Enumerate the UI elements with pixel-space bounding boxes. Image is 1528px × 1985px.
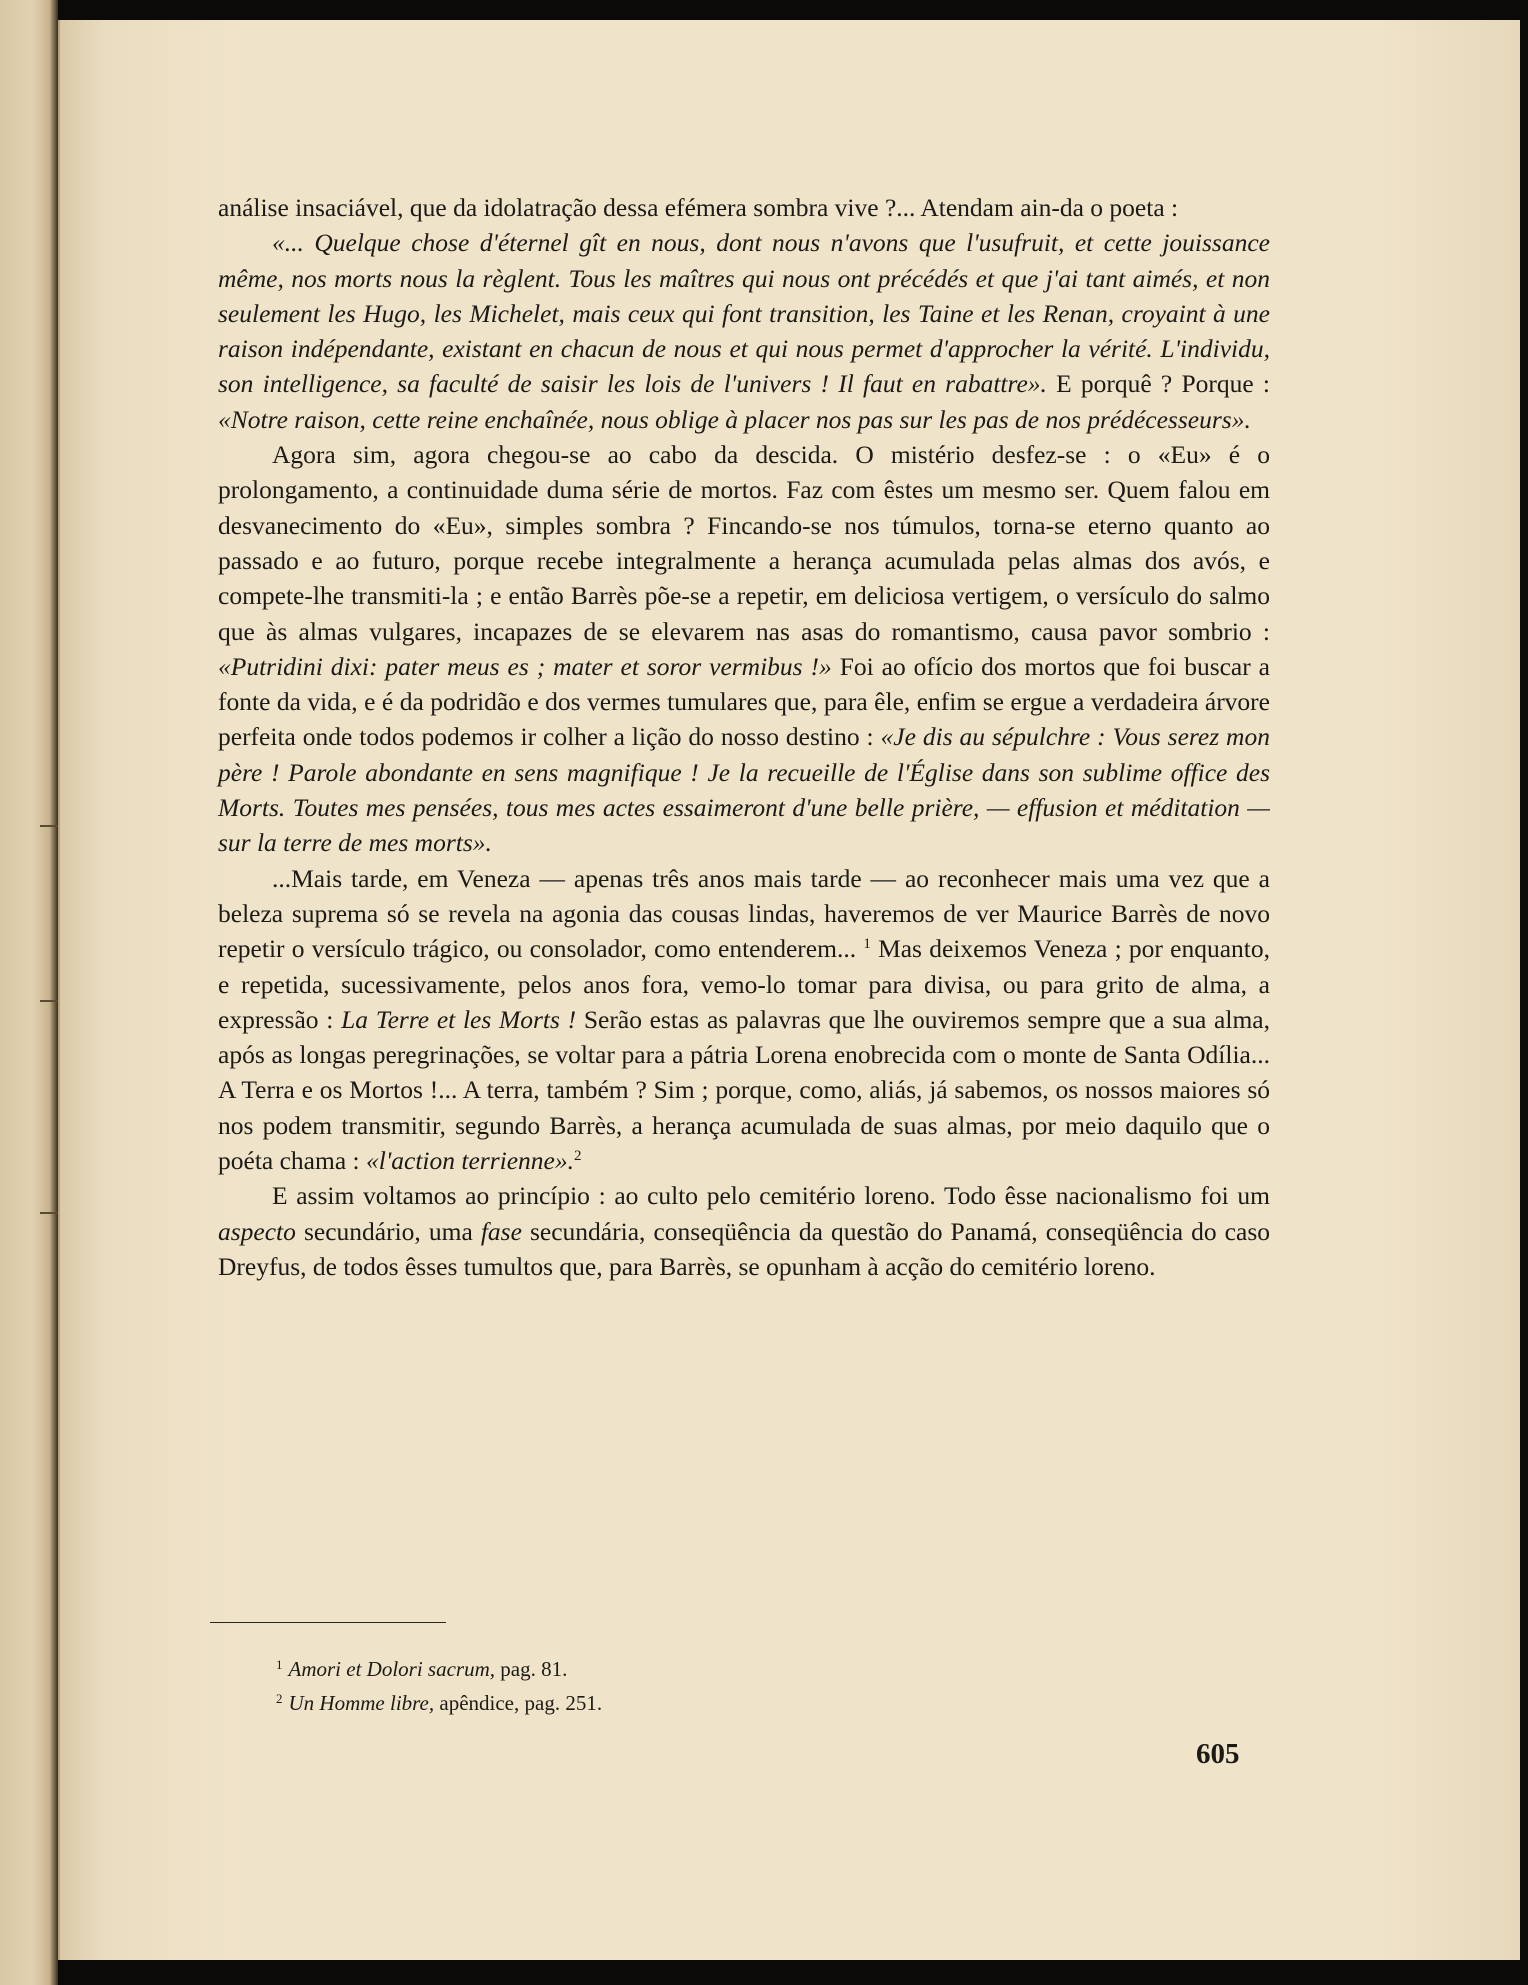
footnote-title: Amori et Dolori sacrum, [288,1657,495,1681]
paragraph-5 [218,1178,1270,1284]
footnote-2 [276,1686,1076,1720]
paragraph-1 [218,190,1270,225]
text-run: E porquê ? Porque : [1046,369,1271,399]
footnote-rule [210,1622,446,1623]
latin-quote: «Putridini dixi: pater meus es ; mater et soror vermibus !» [218,651,832,681]
french-quote: La Terre et les Morts ! [341,1004,577,1034]
top-edge [0,0,1528,20]
text-run: E assim voltamos ao princípio : ao culto pelo cemitério loreno. Todo êsse nacionalismo foi um [272,1181,1270,1211]
footnotes [276,1652,1076,1720]
text-run: Agora sim, agora chegou-se ao cabo da descida. O mistério desfez-se : o «Eu» é o prolongamento, a continuidade duma série de mortos. Faz com êstes um mesmo ser. Quem falou em desvanecimento do «Eu», simples sombra ? Fincando-se nos túmulos, torna-se eterno quanto ao passado e ao futuro, porque recebe integralmente a herança acumulada pelas almas dos avós, e compete-lhe transmiti-la ; e então Barrès põe-se a repetir, em deliciosa vertigem, o versículo do salmo que às almas vulgares, incapazes de se elevarem nas asas do romantismo, causa pavor sombrio : [218,440,1270,646]
footnote-number: 2 [276,1691,283,1706]
text-run: ...Mais tarde, em Veneza — apenas três anos mais tarde — ao reconhecer mais uma vez que a beleza suprema só se revela na agonia das cousas lindas, haveremos de ver Maurice Barrès de novo repetir o versículo trágico, ou consolador, como entenderem... [218,863,1270,964]
book-spine [0,0,58,1985]
footnote-ref: 1 [863,936,871,953]
french-quote: «... Quelque chose d'éternel gît en nous, dont nous n'avons que l'usufruit, et cette jouissance même, nos morts nous la règlent. Tous les maîtres qui nous ont précédés et que j'ai tant aimés, et non seulement les Hugo, les Michelet, mais ceux qui font transition, les Taine et les Renan, croyaint à une raison indépendante, existant en chacun de nous et qui nous permet d'approcher la vérité. L'individu, son intelligence, sa faculté de saisir les lois de l'univers ! Il faut en rabattre». [218,228,1270,399]
text-run: análise insaciável, que da idolatração dessa efémera sombra vive ?... Atendam ain-da o poeta : [218,193,1179,222]
french-quote: «Je dis au sépulchre : Vous serez mon père ! Parole abondante en sens magnifique ! Je la recueille de l'Église dans son sublime office des Morts. Toutes mes pensées, tous mes actes essaimeront d'une belle prière, — effusion et méditation — sur la terre de mes morts». [218,722,1270,858]
french-quote: «l'action terrienne». [365,1146,574,1176]
paragraph-2-quote [218,225,1270,437]
paragraph-3 [218,437,1270,861]
paragraph-4 [218,861,1270,1179]
text-run: Foi ao ofício dos mortos que foi buscar a fonte da vida, e é da podridão e dos vermes tumulares que, para êle, enfim se ergue a verdadeira árvore perfeita onde todos podemos ir colher a lição do nosso destino : [218,651,1270,752]
french-quote: «Notre raison, cette reine enchaînée, nous oblige à placer nos pas sur les pas de nos prédécesseurs». [218,404,1251,434]
footnote-ref: 2 [573,1148,582,1165]
footnote-number: 1 [276,1657,283,1672]
body-text [218,190,1270,1284]
emphasis: aspecto [218,1216,296,1246]
footnote-title: Un Homme libre, [288,1691,435,1715]
page-number: 605 [1196,1738,1240,1770]
text-run: Serão estas as palavras que lhe ouviremos sempre que a sua alma, após as longas peregrinações, se voltar para a pátria Lorena enobrecida com o monte de Santa Odília... A Terra e os Mortos !... A terra, também ? Sim ; porque, como, aliás, já sabemos, os nossos maiores só nos podem transmitir, segundo Barrès, a herança acumulada de suas almas, por meio daquilo que o poéta chama : [218,1004,1270,1176]
text-run: secundária, conseqüência da questão do Panamá, conseqüência do caso Dreyfus, de todos êsses tumultos que, para Barrès, se opunham à acção do cemitério loreno. [218,1216,1270,1281]
text-run: Mas deixemos Veneza ; por enquanto, e repetida, sucessivamente, pelos anos fora, vemo-lo tomar para divisa, ou para grito de alma, a expressão : [218,934,1270,1034]
text-run: secundário, uma [295,1216,481,1246]
footnote-1 [276,1652,1076,1686]
emphasis: fase [480,1216,522,1246]
footnote-text: pag. 81. [495,1657,568,1681]
footnote-text: apêndice, pag. 251. [434,1691,603,1715]
